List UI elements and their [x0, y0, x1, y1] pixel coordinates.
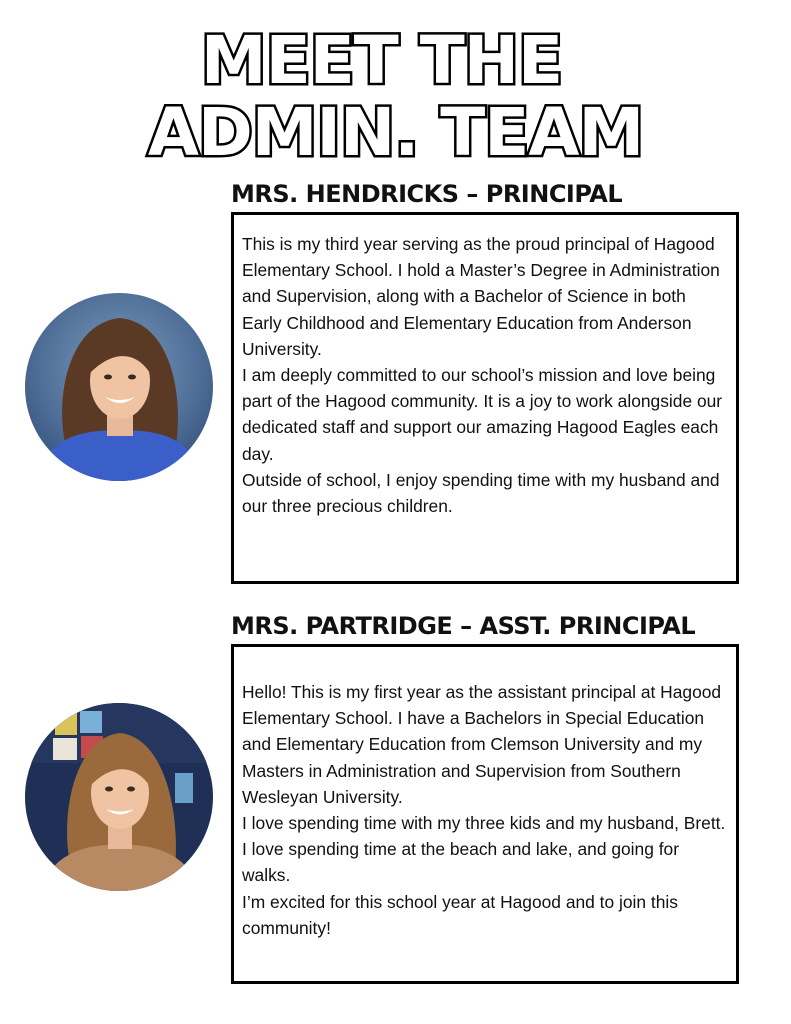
- principal-bio-paragraph: This is my third year serving as the proud principal of Hagood Elementary School. I hold a Master’s Degree in Administration and Supervision, along with a Bachelor of Science in both Early Childhood and Elementary Education from Anderson University.: [242, 234, 720, 359]
- assistant-principal-heading: MRS. PARTRIDGE – ASST. PRINCIPAL: [231, 612, 696, 640]
- assistant-principal-photo: [25, 703, 213, 891]
- assistant-principal-bio-box: [231, 644, 739, 984]
- assistant-principal-bio-paragraph: I love spending time with my three kids and my husband, Brett. I love spending time at the beach and lake, and going for walks.: [242, 813, 726, 886]
- principal-bio-paragraph: I am deeply committed to our school’s mission and love being part of the Hagood community. It is a joy to work alongside our dedicated staff and support our amazing Hagood Eagles each day.: [242, 365, 723, 464]
- principal-photo: [25, 293, 213, 481]
- page-title-line-2: ADMIN. TEAM: [147, 94, 644, 171]
- principal-heading: MRS. HENDRICKS – PRINCIPAL: [231, 180, 623, 208]
- page-title-line-1: MEET THE: [200, 22, 563, 99]
- assistant-principal-bio-paragraph: I’m excited for this school year at Hagood and to join this community!: [242, 891, 678, 938]
- assistant-principal-bio-paragraph: Hello! This is my first year as the assistant principal at Hagood Elementary School. I have a Bachelors in Special Education and Elementary Education from Clemson University and my Masters in Administration and Supervision from Southern Wesleyan University.: [242, 682, 722, 807]
- principal-bio-paragraph: Outside of school, I enjoy spending time with my husband and our three precious children.: [242, 469, 720, 517]
- principal-bio-box: [231, 212, 739, 584]
